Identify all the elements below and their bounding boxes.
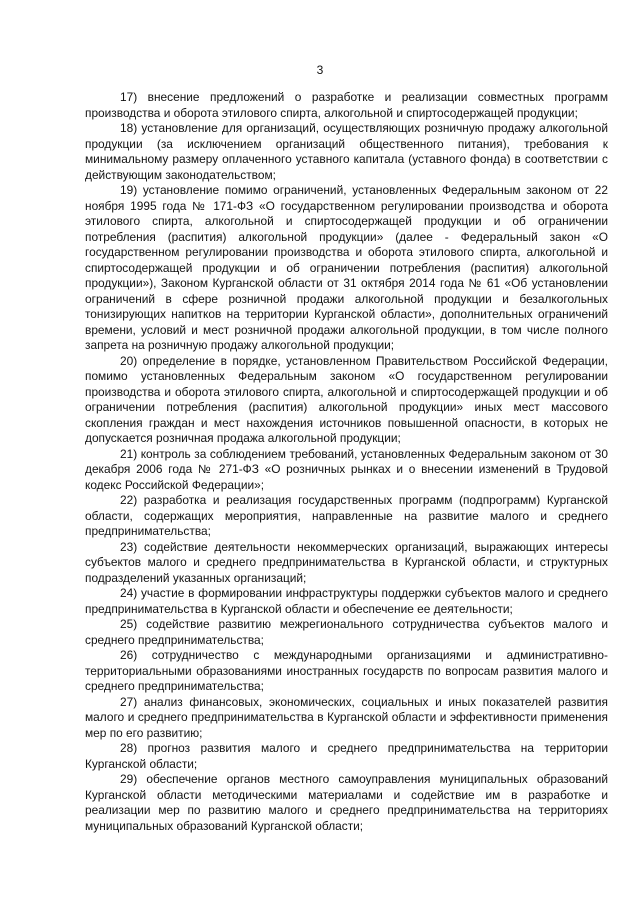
- list-item: 22) разработка и реализация государственных программ (подпрограмм) Курганской области, содержащих мероприятия, направленные на развитие малого и среднего предпринимательства;: [85, 493, 608, 538]
- list-item: 23) содействие деятельности некоммерческих организаций, выражающих интересы субъектов малого и среднего предпринимательства в Курганской области, и структурных подразделений указанных организаций;: [85, 539, 608, 585]
- list-item: 28) прогноз развития малого и среднего предпринимательства на территории Курганской области;: [85, 741, 608, 771]
- list-item: 19) установление помимо ограничений, установленных Федеральным законом от 22 ноября 1995 года № 171-ФЗ «О государственном регулировании производства и оборота этилового спирта, алкогольной и спиртосодержащей продукции и об ограничении потребления (распития) алкогольной продукции» (далее - Федеральный закон «О государственном регулировании производства и оборота этилового спирта, алкогольной и спиртосодержащей продукции и об ограничении потребления (распития) алкогольной продукции»), Законом Курганской области от 31 октября 2014 года № 61 «Об установлении ограничений в сфере розничной продажи алкогольной продукции и безалкогольных тонизирующих напитков на территории Курганской области», дополнительных ограничений времени, условий и мест розничной продажи алкогольной продукции, в том числе полного запрета на розничную продажу алкогольной продукции;: [85, 183, 608, 352]
- list-item: 26) сотрудничество с международными организациями и административно-территориальными образованиями иностранных государств по вопросам развития малого и среднего предпринимательства;: [85, 648, 608, 693]
- document-body: [85, 90, 608, 834]
- list-item: 25) содействие развитию межрегионального сотрудничества субъектов малого и среднего предпринимательства;: [85, 617, 608, 647]
- list-item: 18) установление для организаций, осуществляющих розничную продажу алкогольной продукции (за исключением организаций общественного питания), требования к минимальному размеру оплаченного уставного капитала (уставного фонда) в соответствии с действующим законодательством;: [85, 121, 608, 182]
- list-item: 21) контроль за соблюдением требований, установленных Федеральным законом от 30 декабря 2006 года № 271-ФЗ «О розничных рынках и о внесении изменений в Трудовой кодекс Российской Федерации»;: [85, 446, 608, 492]
- list-item: 17) внесение предложений о разработке и реализации совместных программ производства и оборота этилового спирта, алкогольной и спиртосодержащей продукции;: [85, 90, 608, 120]
- list-item: 27) анализ финансовых, экономических, социальных и иных показателей развития малого и среднего предпринимательства в Курганской области и эффективности применения мер по его развитию;: [85, 694, 608, 740]
- list-item: 20) определение в порядке, установленном Правительством Российской Федерации, помимо установленных Федеральным законом «О государственном регулировании производства и оборота этилового спирта, алкогольной и спиртосодержащей продукции и об ограничении потребления (распития) алкогольной продукции» иных мест массового скопления граждан и мест нахождения источников повышенной опасности, в которых не допускается розничная продажа алкогольной продукции;: [85, 353, 608, 445]
- list-item: 29) обеспечение органов местного самоуправления муниципальных образований Курганской области методическими материалами и содействие им в разработке и реализации мер по развитию малого и среднего предпринимательства на территориях муниципальных образований Курганской области;: [85, 772, 608, 833]
- page-number: 3: [316, 63, 324, 77]
- list-item: 24) участие в формировании инфраструктуры поддержки субъектов малого и среднего предпринимательства в Курганской области и обеспечение ее деятельности;: [85, 586, 608, 616]
